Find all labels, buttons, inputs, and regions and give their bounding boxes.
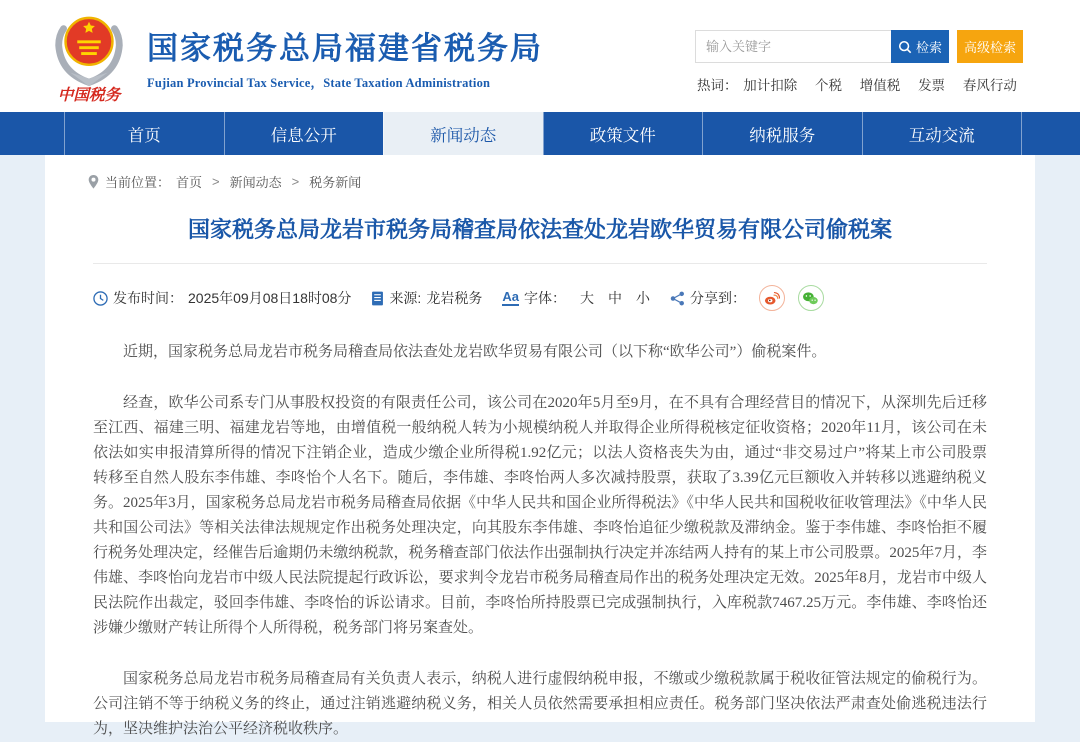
wechat-share-icon[interactable]	[798, 285, 824, 311]
article-title: 国家税务总局龙岩市税务局稽查局依法查处龙岩欧华贸易有限公司偷税案	[187, 217, 892, 242]
main-nav	[0, 112, 1080, 155]
site-title: 国家税务总局福建省税务局	[147, 31, 543, 66]
search-icon	[898, 40, 912, 54]
font-size-icon: Aa	[502, 289, 519, 304]
nav-tab-policy[interactable]: 政策文件	[543, 112, 703, 155]
article-paragraph: 国家税务总局龙岩市税务局稽查局有关负责人表示，纳税人进行虚假纳税申报，不缴或少缴税款属于税收征管法规定的偷税行为。公司注销不等于纳税义务的终止，通过注销逃避纳税义务，相关人员依然需要承担相应责任。税务部门坚决依法严肃查处偷逃税违法行为，坚决维护法治公平经济税收秩序。	[93, 671, 987, 737]
font-size-label: 字体：	[523, 290, 566, 306]
font-size-large[interactable]: 大	[579, 290, 594, 306]
search-button-label: 检索	[915, 40, 942, 55]
article	[45, 215, 1035, 742]
share-label: 分享到：	[689, 290, 746, 306]
breadcrumb-separator: >	[212, 174, 220, 189]
publish-time-label: 发布时间：	[113, 290, 183, 306]
breadcrumb	[45, 155, 1035, 201]
breadcrumb-separator: >	[291, 174, 300, 189]
article-paragraph: 近期，国家税务总局龙岩市税务局稽查局依法查处龙岩欧华贸易有限公司（以下称“欧华公司”）偷税案件。	[123, 344, 827, 360]
content-panel	[45, 155, 1035, 737]
hot-word-link[interactable]: 春风行动	[962, 78, 1017, 93]
nav-tab-news[interactable]: 新闻动态	[383, 112, 543, 155]
site-logo[interactable]	[45, 8, 543, 104]
share-control	[670, 285, 824, 311]
breadcrumb-item-home[interactable]: 首页	[176, 175, 203, 190]
site-header	[0, 0, 1080, 112]
location-pin-icon	[88, 175, 99, 189]
nav-tab-interaction[interactable]: 互动交流	[862, 112, 1023, 155]
breadcrumb-label: 当前位置：	[105, 175, 171, 190]
advanced-search-button[interactable]: 高级检索	[957, 30, 1023, 63]
article-paragraph: 经查，欧华公司系专门从事股权投资的有限责任公司，该公司在2020年5月至9月，在不具有合理经营目的情况下，从深圳先后迁移至江西、福建三明、福建龙岩等地，由增值税一般纳税人转为小规模纳税人并取得企业所得税核定征收资格；2020年11月，该公司在未依法如实申报清算所得的情况下注销企业，造成少缴企业所得税1.92亿元；以法人资格丧失为由，通过“非交易过户”将某上市公司股票转移至自然人股东李伟雄、李咚怡个人名下。随后，李伟雄、李咚怡两人多次减持股票，获取了3.39亿元巨额收入并转移以逃避纳税义务。2025年3月，国家税务总局龙岩市税务局稽查局依据《中华人民共和国企业所得税法》《中华人民共和国税收征收管理法》《中华人民共和国公司法》等相关法律法规规定作出税务处理决定，向其股东李伟雄、李咚怡追征少缴税款及滞纳金。鉴于李伟雄、李咚怡拒不履行税务处理决定，经催告后逾期仍未缴纳税款，税务稽查部门依法作出强制执行决定并冻结两人持有的某上市公司股票。2025年7月，李伟雄、李咚怡向龙岩市中级人民法院提起行政诉讼，要求判令龙岩市税务局稽查局作出的税务处理决定无效。2025年8月，龙岩市中级人民法院作出裁定，驳回李伟雄、李咚怡的诉讼请求。目前，李咚怡所持股票已完成强制执行，入库税款7467.25万元。李伟雄、李咚怡还涉嫌少缴财产转让所得个人所得税，税务部门将另案查处。	[93, 395, 987, 636]
hot-words	[697, 74, 1031, 94]
hot-word-link[interactable]: 个税	[815, 78, 843, 93]
share-icon	[670, 291, 685, 306]
breadcrumb-item-tax-news[interactable]: 税务新闻	[309, 175, 362, 190]
font-size-control	[502, 288, 650, 308]
font-size-small[interactable]: 小	[635, 290, 650, 306]
document-icon	[371, 291, 384, 306]
nav-tab-info-disclosure[interactable]: 信息公开	[224, 112, 384, 155]
source-label: 来源:	[389, 290, 422, 306]
font-size-medium[interactable]: 中	[607, 290, 622, 306]
hot-word-link[interactable]: 发票	[918, 78, 946, 93]
nav-tab-tax-service[interactable]: 纳税服务	[702, 112, 862, 155]
article-meta	[93, 285, 987, 311]
search-bar	[695, 30, 1023, 63]
source-value: 龙岩税务	[426, 290, 483, 306]
clock-icon	[93, 291, 108, 306]
weibo-share-icon[interactable]	[759, 285, 785, 311]
nav-tab-home[interactable]: 首页	[64, 112, 224, 155]
hot-word-link[interactable]: 增值税	[859, 78, 901, 93]
article-body	[93, 340, 987, 742]
title-divider	[93, 263, 987, 264]
hot-word-link[interactable]: 加计扣除	[743, 78, 798, 93]
publish-time-value: 2025年09月08日18时08分	[188, 290, 352, 306]
site-subtitle: Fujian Provincial Tax Service，State Taxation Administration	[147, 76, 491, 90]
tax-emblem-icon	[45, 8, 133, 104]
seal-text: 中国税务	[57, 87, 121, 104]
article-source	[371, 288, 482, 308]
search-button[interactable]	[891, 30, 949, 63]
breadcrumb-item-news[interactable]: 新闻动态	[229, 175, 282, 190]
search-input[interactable]	[695, 30, 891, 63]
hot-words-label: 热词：	[697, 78, 738, 93]
publish-time	[93, 288, 351, 308]
